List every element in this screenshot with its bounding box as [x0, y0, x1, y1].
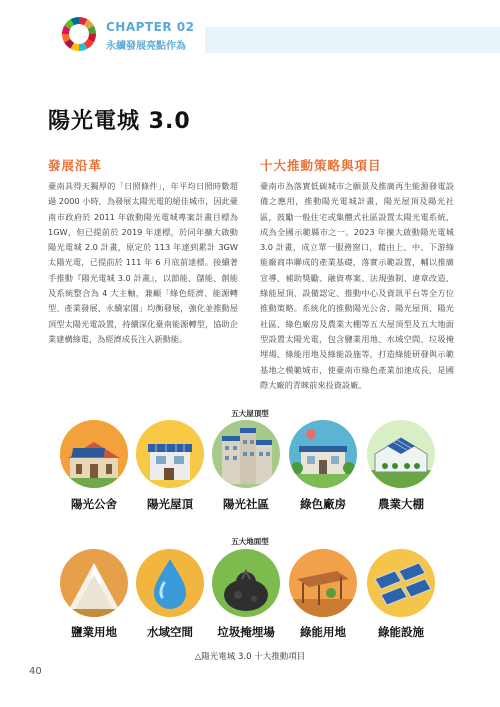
public-building-icon [60, 420, 128, 488]
page-number: 40 [29, 666, 42, 677]
rooftop-group-label: 五大屋頂型 [231, 409, 269, 418]
history-heading: 發展沿革 [48, 158, 103, 173]
chapter-header [0, 0, 500, 64]
page-title: 陽光電城 3.0 [48, 109, 191, 134]
rooftop-item-label-3: 陽光社區 [223, 497, 269, 511]
solar-array-icon [367, 549, 435, 617]
rooftop-item-label-5: 農業大棚 [378, 497, 424, 511]
ground-item-label-1: 鹽業用地 [71, 625, 117, 639]
history-body: 臺南具得天獨厚的「日照條件」，年平均日照時數超過 2000 小時，為發展太陽光電的絕佳城市，因此臺南市政府於 2011 年啟動陽光電城專案計畫目標為 1GW，但已提前於 2019 年達標，於同年擴大啟動陽光電城 2.0 計畫，原定於 113 年達到累計 3GW 太陽光電，已提前於 111 年 6 月底前達標。接續著手推動『陽光電城 3.0 計畫』，以節能、儲能、創能及系統整合為 4 大主軸，兼顧「綠色經濟、能源轉型、產業發展、永續家園」均衡發展，強化並推動屋頂型太陽光電設置，持續深化臺南能源轉型，協助企業建構綠電，為經濟成長注入新動能。 [48, 181, 238, 344]
figure-caption: △陽光電城 3.0 十大推動項目 [194, 652, 306, 662]
chapter-subtitle: 永續發展亮點作為 [106, 41, 186, 52]
greenhouse-icon [367, 420, 435, 488]
ground-item-label-5: 綠能設施 [378, 625, 424, 639]
strategy-section [260, 156, 454, 393]
rooftop-item-label-1: 陽光公舍 [71, 497, 117, 511]
history-section [48, 156, 238, 347]
ground-item-label-3: 垃圾掩埋場 [217, 625, 275, 639]
salt-pile-icon [60, 549, 128, 617]
strategy-heading: 十大推動策略與項目 [260, 158, 382, 173]
water-drop-icon [136, 549, 204, 617]
strategy-body: 臺南市為落實低碳城市之願景及推廣再生能源發電設備之應用，推動陽光電城計畫，陽光屋頂及陽光社區，鼓勵一般住宅或集體式社區設置太陽光電系統，成為全國示範縣市之一。2023 年擴大啟動陽光電城 3.0 計畫，成立單一服務窗口，藉由上、中、下游綠能廠商串聯成的產業基礎，落實示範設置，輔以推廣宣導、補助獎勵、融資專案、法規強制、違章改造、綠能屋頂、設備認定、推動中心及資訊平台等全方位推動策略。系統化的推動陽光公舍、陽光屋頂、陽光社區、綠色廠房及農業大棚等五大屋頂型及五大地面型設置太陽光電，包含鹽業用地、水域空間、垃圾掩埋場、綠能用地及綠能設施等，打造綠能研發與示範基地之模範城市，使臺南市綠色產業加速成長，是國際大廠的青睞前來投資設廠。 [260, 181, 454, 390]
community-buildings-icon [212, 420, 280, 488]
header-bar [205, 27, 500, 53]
sdg-wheel-icon [61, 16, 97, 52]
ground-item-label-4: 綠能用地 [300, 625, 346, 639]
chapter-label: CHAPTER 02 [106, 20, 195, 34]
green-factory-icon [289, 420, 357, 488]
rooftop-item-label-2: 陽光屋頂 [147, 497, 193, 511]
rooftop-item-label-4: 綠色廠房 [300, 497, 346, 511]
green-land-icon [289, 549, 357, 617]
rooftop-house-icon [136, 420, 204, 488]
ground-item-label-2: 水域空間 [147, 625, 193, 639]
ground-group-label: 五大地面型 [231, 537, 269, 546]
landfill-icon [212, 549, 280, 617]
